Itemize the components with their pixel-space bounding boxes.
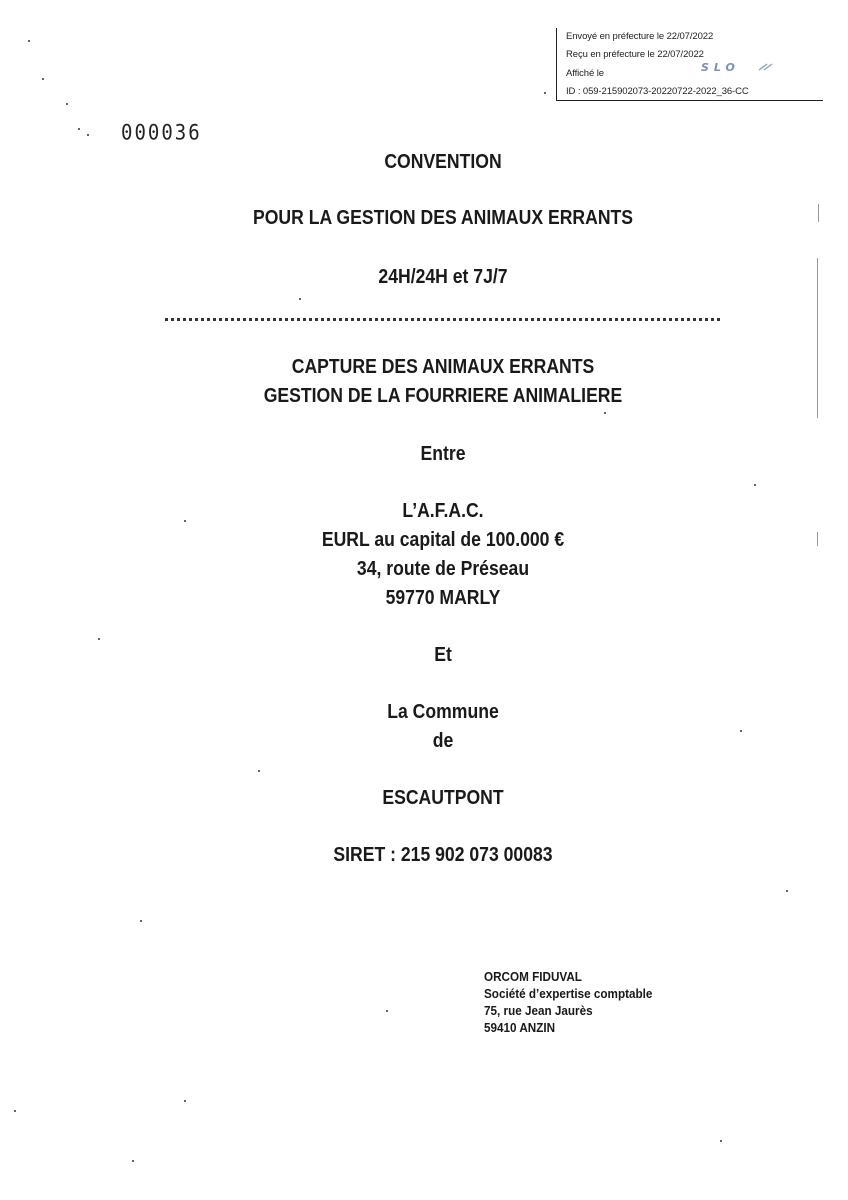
accountant-address-block (484, 968, 652, 1036)
scan-speck (740, 730, 742, 732)
scan-speck (184, 520, 186, 522)
scan-speck (258, 770, 260, 772)
scan-edge-line (817, 532, 818, 546)
scan-speck (386, 1010, 388, 1012)
scan-speck (754, 484, 756, 486)
stamp-sent-date: Envoyé en préfecture le 22/07/2022 (566, 31, 714, 42)
scan-speck (132, 1160, 134, 1162)
accountant-name: ORCOM FIDUVAL (484, 969, 582, 984)
scan-speck (604, 412, 606, 414)
title-convention: CONVENTION (384, 151, 502, 173)
seal-text: SLO (701, 62, 740, 72)
scan-speck (786, 890, 788, 892)
prefecture-stamp (556, 28, 823, 101)
subject-capture: CAPTURE DES ANIMAUX ERRANTS (291, 356, 595, 378)
stamp-received-date: Reçu en préfecture le 22/07/2022 (566, 49, 704, 60)
party1-name: L’A.F.A.C. (402, 500, 484, 522)
subject-pound: GESTION DE LA FOURRIERE ANIMALIERE (263, 385, 623, 407)
title-subject: POUR LA GESTION DES ANIMAUX ERRANTS (252, 207, 634, 229)
party1-address: 34, route de Préseau (356, 558, 530, 580)
title-hours: 24H/24H et 7J/7 (378, 266, 508, 288)
between-label: Entre (420, 443, 466, 465)
accountant-address: 75, rue Jean Jaurès (484, 1003, 593, 1018)
party2-siret: SIRET : 215 902 073 00083 (333, 844, 553, 866)
scan-edge-line (818, 204, 819, 222)
scan-speck (14, 1110, 16, 1112)
party2-line1: La Commune (387, 701, 499, 723)
scan-speck (98, 638, 100, 640)
scan-speck (720, 1140, 722, 1142)
party1-capital: EURL au capital de 100.000 € (321, 529, 565, 551)
scan-speck (544, 92, 546, 94)
accountant-type: Société d’expertise comptable (484, 986, 653, 1001)
party1-city: 59770 MARLY (385, 587, 501, 609)
scan-speck (184, 1100, 186, 1102)
scan-speck (42, 78, 44, 80)
document-number: 000036 (121, 120, 202, 146)
separator-line (165, 316, 723, 324)
scan-speck (140, 920, 142, 922)
and-label: Et (434, 644, 452, 666)
scan-speck (299, 298, 301, 300)
stamp-posted-label: Affiché le (566, 68, 604, 79)
scan-edge-line (817, 258, 818, 418)
party2-line2: de (432, 730, 454, 752)
party2-name: ESCAUTPONT (382, 787, 504, 809)
accountant-city: 59410 ANZIN (484, 1020, 556, 1035)
stamp-id: ID : 059-215902073-20220722-2022_36-CC (566, 86, 749, 97)
scan-speck (66, 103, 68, 105)
slo-seal-logo (701, 62, 785, 72)
scan-speck (28, 40, 30, 42)
scan-speck (78, 128, 80, 130)
scan-speck (87, 134, 89, 136)
